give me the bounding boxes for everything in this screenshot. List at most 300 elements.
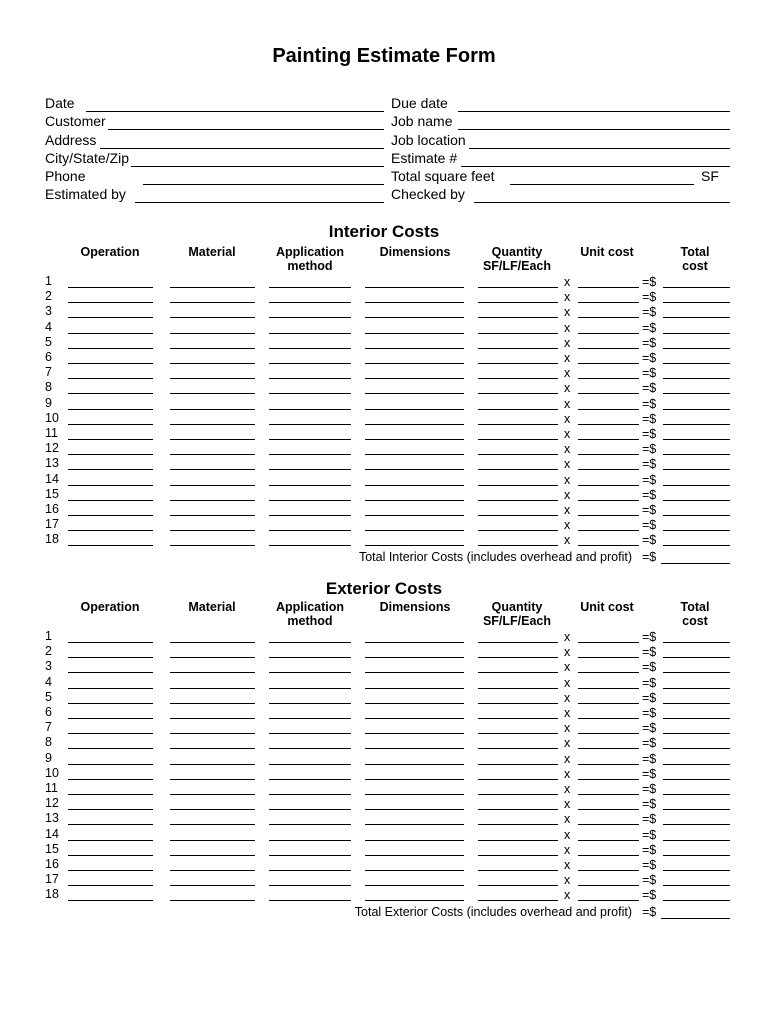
unit-cost-input-line[interactable] <box>578 469 639 470</box>
application-input-line[interactable] <box>269 885 351 886</box>
quantity-input-line[interactable] <box>478 748 558 749</box>
total-cost-input-line[interactable] <box>663 840 730 841</box>
total-cost-input-line[interactable] <box>663 809 730 810</box>
row-number: 15 <box>45 486 59 501</box>
row-number: 1 <box>45 629 52 643</box>
total-cost-input-line[interactable] <box>663 378 730 379</box>
total-cost-input-line[interactable] <box>663 424 730 425</box>
quantity-input-line[interactable] <box>478 809 558 810</box>
dimensions-input-line[interactable] <box>365 718 464 719</box>
quantity-input-line[interactable] <box>478 900 558 901</box>
application-input-line[interactable] <box>269 718 351 719</box>
quantity-input-line[interactable] <box>478 378 558 379</box>
dimensions-input-line[interactable] <box>365 515 464 516</box>
total-cost-input-line[interactable] <box>663 885 730 886</box>
equals-dollar-symbol: =$ <box>642 736 657 751</box>
field-input-line[interactable] <box>461 166 730 167</box>
dimensions-input-line[interactable] <box>365 302 464 303</box>
quantity-input-line[interactable] <box>478 672 558 673</box>
quantity-input-line[interactable] <box>478 688 558 689</box>
unit-cost-input-line[interactable] <box>578 900 639 901</box>
material-input-line[interactable] <box>170 393 255 394</box>
operation-input-line[interactable] <box>68 545 153 546</box>
material-input-line[interactable] <box>170 409 255 410</box>
operation-input-line[interactable] <box>68 378 153 379</box>
row-number: 17 <box>45 872 59 887</box>
material-input-line[interactable] <box>170 779 255 780</box>
total-cost-input-line[interactable] <box>663 855 730 856</box>
total-cost-input-line[interactable] <box>663 545 730 546</box>
dimensions-input-line[interactable] <box>365 500 464 501</box>
total-cost-input-line[interactable] <box>663 439 730 440</box>
unit-cost-input-line[interactable] <box>578 333 639 334</box>
material-input-line[interactable] <box>170 454 255 455</box>
material-input-line[interactable] <box>170 870 255 871</box>
row-number: 6 <box>45 705 52 719</box>
total-cost-input-line[interactable] <box>663 393 730 394</box>
application-input-line[interactable] <box>269 287 351 288</box>
unit-cost-input-line[interactable] <box>578 545 639 546</box>
unit-cost-input-line[interactable] <box>578 672 639 673</box>
dimensions-input-line[interactable] <box>365 393 464 394</box>
material-input-line[interactable] <box>170 809 255 810</box>
unit-cost-input-line[interactable] <box>578 733 639 734</box>
material-input-line[interactable] <box>170 748 255 749</box>
quantity-input-line[interactable] <box>478 302 558 303</box>
dimensions-input-line[interactable] <box>365 885 464 886</box>
application-input-line[interactable] <box>269 515 351 516</box>
operation-input-line[interactable] <box>68 302 153 303</box>
quantity-input-line[interactable] <box>478 870 558 871</box>
application-input-line[interactable] <box>269 733 351 734</box>
material-input-line[interactable] <box>170 378 255 379</box>
application-input-line[interactable] <box>269 672 351 673</box>
total-cost-input-line[interactable] <box>663 530 730 531</box>
field-input-line[interactable] <box>100 148 384 149</box>
material-input-line[interactable] <box>170 855 255 856</box>
dimensions-input-line[interactable] <box>365 642 464 643</box>
total-cost-input-line[interactable] <box>663 870 730 871</box>
unit-cost-input-line[interactable] <box>578 764 639 765</box>
dimensions-input-line[interactable] <box>365 317 464 318</box>
total-cost-input-line[interactable] <box>663 657 730 658</box>
material-input-line[interactable] <box>170 545 255 546</box>
total-cost-input-line[interactable] <box>663 287 730 288</box>
operation-input-line[interactable] <box>68 454 153 455</box>
total-cost-input-line[interactable] <box>663 733 730 734</box>
dimensions-input-line[interactable] <box>365 764 464 765</box>
operation-input-line[interactable] <box>68 363 153 364</box>
material-input-line[interactable] <box>170 333 255 334</box>
dimensions-input-line[interactable] <box>365 748 464 749</box>
field-input-line[interactable] <box>108 129 384 130</box>
dimensions-input-line[interactable] <box>365 333 464 334</box>
material-input-line[interactable] <box>170 287 255 288</box>
dimensions-input-line[interactable] <box>365 348 464 349</box>
total-cost-input-line[interactable] <box>663 748 730 749</box>
application-input-line[interactable] <box>269 642 351 643</box>
quantity-input-line[interactable] <box>478 317 558 318</box>
material-input-line[interactable] <box>170 718 255 719</box>
operation-input-line[interactable] <box>68 824 153 825</box>
application-input-line[interactable] <box>269 809 351 810</box>
total-cost-input-line[interactable] <box>663 500 730 501</box>
dimensions-input-line[interactable] <box>365 672 464 673</box>
operation-input-line[interactable] <box>68 393 153 394</box>
application-input-line[interactable] <box>269 855 351 856</box>
unit-cost-input-line[interactable] <box>578 317 639 318</box>
operation-input-line[interactable] <box>68 439 153 440</box>
total-cost-input-line[interactable] <box>663 469 730 470</box>
application-input-line[interactable] <box>269 393 351 394</box>
material-input-line[interactable] <box>170 500 255 501</box>
section-title: Interior Costs <box>328 222 440 241</box>
material-input-line[interactable] <box>170 485 255 486</box>
operation-input-line[interactable] <box>68 348 153 349</box>
application-input-line[interactable] <box>269 794 351 795</box>
column-header-line: Dimensions <box>379 245 451 259</box>
dimensions-input-line[interactable] <box>365 454 464 455</box>
unit-cost-input-line[interactable] <box>578 393 639 394</box>
quantity-input-line[interactable] <box>478 824 558 825</box>
unit-cost-input-line[interactable] <box>578 454 639 455</box>
material-input-line[interactable] <box>170 900 255 901</box>
application-input-line[interactable] <box>269 688 351 689</box>
quantity-input-line[interactable] <box>478 348 558 349</box>
operation-input-line[interactable] <box>68 672 153 673</box>
application-input-line[interactable] <box>269 317 351 318</box>
row-number: 7 <box>45 720 52 735</box>
field-label: Address <box>45 132 97 148</box>
equals-dollar-symbol: =$ <box>642 812 657 827</box>
total-cost-input-line[interactable] <box>663 409 730 410</box>
unit-cost-input-line[interactable] <box>578 657 639 658</box>
field-input-line[interactable] <box>135 202 384 203</box>
section-total-input-line[interactable] <box>661 918 730 919</box>
material-input-line[interactable] <box>170 317 255 318</box>
unit-cost-input-line[interactable] <box>578 287 639 288</box>
dimensions-input-line[interactable] <box>365 809 464 810</box>
quantity-input-line[interactable] <box>478 779 558 780</box>
quantity-input-line[interactable] <box>478 545 558 546</box>
application-input-line[interactable] <box>269 764 351 765</box>
application-input-line[interactable] <box>269 779 351 780</box>
field-input-line[interactable] <box>474 202 730 203</box>
application-input-line[interactable] <box>269 302 351 303</box>
quantity-input-line[interactable] <box>478 500 558 501</box>
total-cost-input-line[interactable] <box>663 794 730 795</box>
unit-cost-input-line[interactable] <box>578 809 639 810</box>
operation-input-line[interactable] <box>68 409 153 410</box>
unit-cost-input-line[interactable] <box>578 885 639 886</box>
total-cost-input-line[interactable] <box>663 779 730 780</box>
application-input-line[interactable] <box>269 530 351 531</box>
row-number: 14 <box>45 826 59 841</box>
dimensions-input-line[interactable] <box>365 703 464 704</box>
application-input-line[interactable] <box>269 657 351 658</box>
application-input-line[interactable] <box>269 424 351 425</box>
operation-input-line[interactable] <box>68 794 153 795</box>
operation-input-line[interactable] <box>68 500 153 501</box>
quantity-input-line[interactable] <box>478 657 558 658</box>
unit-cost-input-line[interactable] <box>578 794 639 795</box>
total-cost-input-line[interactable] <box>663 515 730 516</box>
application-input-line[interactable] <box>269 824 351 825</box>
row-number: 9 <box>45 750 52 765</box>
dimensions-input-line[interactable] <box>365 409 464 410</box>
unit-cost-input-line[interactable] <box>578 840 639 841</box>
quantity-input-line[interactable] <box>478 885 558 886</box>
total-cost-input-line[interactable] <box>663 348 730 349</box>
dimensions-input-line[interactable] <box>365 779 464 780</box>
application-input-line[interactable] <box>269 454 351 455</box>
total-cost-input-line[interactable] <box>663 718 730 719</box>
application-input-line[interactable] <box>269 439 351 440</box>
application-input-line[interactable] <box>269 500 351 501</box>
operation-input-line[interactable] <box>68 733 153 734</box>
dimensions-input-line[interactable] <box>365 439 464 440</box>
material-input-line[interactable] <box>170 469 255 470</box>
quantity-input-line[interactable] <box>478 485 558 486</box>
total-cost-input-line[interactable] <box>663 317 730 318</box>
dimensions-input-line[interactable] <box>365 485 464 486</box>
column-header-line: Total <box>680 245 710 259</box>
dimensions-input-line[interactable] <box>365 657 464 658</box>
material-input-line[interactable] <box>170 348 255 349</box>
total-cost-input-line[interactable] <box>663 900 730 901</box>
field-input-line[interactable] <box>143 184 384 185</box>
total-cost-input-line[interactable] <box>663 642 730 643</box>
field-input-line[interactable] <box>86 111 384 112</box>
unit-cost-input-line[interactable] <box>578 439 639 440</box>
quantity-input-line[interactable] <box>478 424 558 425</box>
dimensions-input-line[interactable] <box>365 530 464 531</box>
unit-cost-input-line[interactable] <box>578 718 639 719</box>
multiply-symbol: x <box>564 782 571 796</box>
material-input-line[interactable] <box>170 688 255 689</box>
operation-input-line[interactable] <box>68 424 153 425</box>
dimensions-input-line[interactable] <box>365 870 464 871</box>
material-input-line[interactable] <box>170 885 255 886</box>
quantity-input-line[interactable] <box>478 703 558 704</box>
dimensions-input-line[interactable] <box>365 855 464 856</box>
dimensions-input-line[interactable] <box>365 424 464 425</box>
quantity-input-line[interactable] <box>478 515 558 516</box>
total-cost-input-line[interactable] <box>663 672 730 673</box>
equals-dollar-symbol: =$ <box>642 442 657 457</box>
application-input-line[interactable] <box>269 469 351 470</box>
operation-input-line[interactable] <box>68 333 153 334</box>
material-input-line[interactable] <box>170 733 255 734</box>
quantity-input-line[interactable] <box>478 794 558 795</box>
application-input-line[interactable] <box>269 348 351 349</box>
quantity-input-line[interactable] <box>478 733 558 734</box>
dimensions-input-line[interactable] <box>365 545 464 546</box>
operation-input-line[interactable] <box>68 515 153 516</box>
field-input-line[interactable] <box>458 111 730 112</box>
material-input-line[interactable] <box>170 703 255 704</box>
operation-input-line[interactable] <box>68 485 153 486</box>
column-header-material <box>162 245 262 259</box>
section-total-input-line[interactable] <box>661 563 730 564</box>
quantity-input-line[interactable] <box>478 409 558 410</box>
total-cost-input-line[interactable] <box>663 703 730 704</box>
material-input-line[interactable] <box>170 642 255 643</box>
operation-input-line[interactable] <box>68 900 153 901</box>
row-number: 8 <box>45 380 52 395</box>
field-input-line[interactable] <box>458 129 730 130</box>
unit-cost-input-line[interactable] <box>578 642 639 643</box>
operation-input-line[interactable] <box>68 703 153 704</box>
unit-cost-input-line[interactable] <box>578 485 639 486</box>
operation-input-line[interactable] <box>68 764 153 765</box>
total-cost-input-line[interactable] <box>663 688 730 689</box>
quantity-input-line[interactable] <box>478 642 558 643</box>
column-header-line: Total <box>680 600 710 614</box>
dimensions-input-line[interactable] <box>365 900 464 901</box>
quantity-input-line[interactable] <box>478 439 558 440</box>
application-input-line[interactable] <box>269 409 351 410</box>
operation-input-line[interactable] <box>68 885 153 886</box>
quantity-input-line[interactable] <box>478 855 558 856</box>
unit-cost-input-line[interactable] <box>578 378 639 379</box>
dimensions-input-line[interactable] <box>365 378 464 379</box>
application-input-line[interactable] <box>269 870 351 871</box>
equals-dollar-symbol: =$ <box>642 706 657 720</box>
quantity-input-line[interactable] <box>478 840 558 841</box>
unit-cost-input-line[interactable] <box>578 748 639 749</box>
equals-dollar-symbol: =$ <box>642 766 657 781</box>
row-number: 2 <box>45 644 52 659</box>
dimensions-input-line[interactable] <box>365 363 464 364</box>
dimensions-input-line[interactable] <box>365 688 464 689</box>
material-input-line[interactable] <box>170 840 255 841</box>
total-cost-input-line[interactable] <box>663 454 730 455</box>
unit-cost-input-line[interactable] <box>578 824 639 825</box>
total-cost-input-line[interactable] <box>663 363 730 364</box>
quantity-input-line[interactable] <box>478 454 558 455</box>
unit-cost-input-line[interactable] <box>578 703 639 704</box>
application-input-line[interactable] <box>269 900 351 901</box>
unit-cost-input-line[interactable] <box>578 409 639 410</box>
unit-cost-input-line[interactable] <box>578 424 639 425</box>
dimensions-input-line[interactable] <box>365 733 464 734</box>
material-input-line[interactable] <box>170 672 255 673</box>
unit-cost-input-line[interactable] <box>578 515 639 516</box>
material-input-line[interactable] <box>170 794 255 795</box>
equals-dollar-symbol: =$ <box>642 335 657 350</box>
multiply-symbol: x <box>564 736 571 751</box>
field-label: Due date <box>391 95 448 111</box>
total-cost-input-line[interactable] <box>663 302 730 303</box>
application-input-line[interactable] <box>269 333 351 334</box>
operation-input-line[interactable] <box>68 855 153 856</box>
dimensions-input-line[interactable] <box>365 794 464 795</box>
unit-cost-input-line[interactable] <box>578 363 639 364</box>
quantity-input-line[interactable] <box>478 333 558 334</box>
column-header-operation <box>60 245 160 259</box>
operation-input-line[interactable] <box>68 748 153 749</box>
material-input-line[interactable] <box>170 515 255 516</box>
quantity-input-line[interactable] <box>478 287 558 288</box>
quantity-input-line[interactable] <box>478 469 558 470</box>
quantity-input-line[interactable] <box>478 363 558 364</box>
dimensions-input-line[interactable] <box>365 287 464 288</box>
operation-input-line[interactable] <box>68 779 153 780</box>
field-input-line[interactable] <box>131 166 384 167</box>
quantity-input-line[interactable] <box>478 718 558 719</box>
application-input-line[interactable] <box>269 840 351 841</box>
unit-cost-input-line[interactable] <box>578 688 639 689</box>
equals-dollar-symbol: =$ <box>642 396 657 411</box>
dimensions-input-line[interactable] <box>365 840 464 841</box>
operation-input-line[interactable] <box>68 317 153 318</box>
equals-dollar-symbol: =$ <box>642 842 657 857</box>
unit-cost-input-line[interactable] <box>578 779 639 780</box>
operation-input-line[interactable] <box>68 809 153 810</box>
operation-input-line[interactable] <box>68 870 153 871</box>
row-number: 9 <box>45 395 52 410</box>
dimensions-input-line[interactable] <box>365 469 464 470</box>
operation-input-line[interactable] <box>68 530 153 531</box>
application-input-line[interactable] <box>269 378 351 379</box>
equals-dollar-symbol: =$ <box>642 873 657 888</box>
operation-input-line[interactable] <box>68 657 153 658</box>
material-input-line[interactable] <box>170 764 255 765</box>
quantity-input-line[interactable] <box>478 530 558 531</box>
unit-cost-input-line[interactable] <box>578 530 639 531</box>
row-number: 3 <box>45 659 52 674</box>
quantity-input-line[interactable] <box>478 764 558 765</box>
operation-input-line[interactable] <box>68 287 153 288</box>
column-header-dimensions <box>365 245 465 259</box>
application-input-line[interactable] <box>269 748 351 749</box>
material-input-line[interactable] <box>170 302 255 303</box>
material-input-line[interactable] <box>170 824 255 825</box>
operation-input-line[interactable] <box>68 840 153 841</box>
field-input-line[interactable] <box>469 148 730 149</box>
unit-cost-input-line[interactable] <box>578 348 639 349</box>
total-cost-input-line[interactable] <box>663 485 730 486</box>
material-input-line[interactable] <box>170 439 255 440</box>
total-cost-input-line[interactable] <box>663 333 730 334</box>
application-input-line[interactable] <box>269 545 351 546</box>
application-input-line[interactable] <box>269 363 351 364</box>
unit-cost-input-line[interactable] <box>578 855 639 856</box>
unit-cost-input-line[interactable] <box>578 870 639 871</box>
application-input-line[interactable] <box>269 703 351 704</box>
unit-cost-input-line[interactable] <box>578 500 639 501</box>
operation-input-line[interactable] <box>68 718 153 719</box>
unit-cost-input-line[interactable] <box>578 302 639 303</box>
material-input-line[interactable] <box>170 657 255 658</box>
field-input-line[interactable] <box>510 184 694 185</box>
quantity-input-line[interactable] <box>478 393 558 394</box>
operation-input-line[interactable] <box>68 688 153 689</box>
dimensions-input-line[interactable] <box>365 824 464 825</box>
total-cost-input-line[interactable] <box>663 764 730 765</box>
application-input-line[interactable] <box>269 485 351 486</box>
material-input-line[interactable] <box>170 424 255 425</box>
total-cost-input-line[interactable] <box>663 824 730 825</box>
operation-input-line[interactable] <box>68 469 153 470</box>
multiply-symbol: x <box>564 812 571 827</box>
multiply-symbol: x <box>564 766 571 781</box>
operation-input-line[interactable] <box>68 642 153 643</box>
material-input-line[interactable] <box>170 363 255 364</box>
material-input-line[interactable] <box>170 530 255 531</box>
column-header-total-cost <box>645 600 745 628</box>
